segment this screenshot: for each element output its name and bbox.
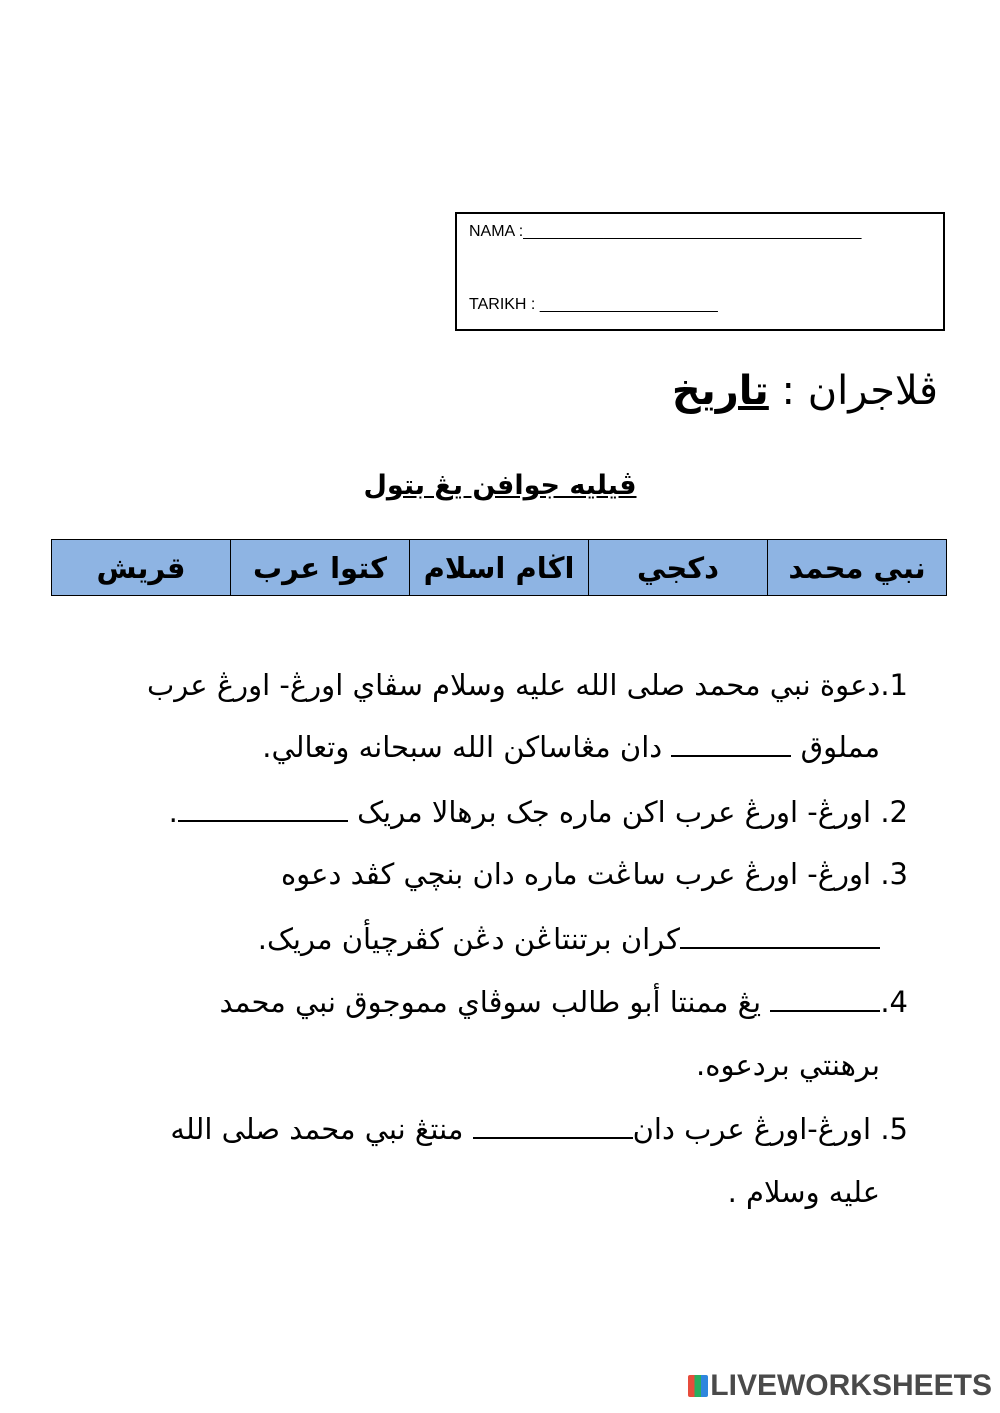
subject-title (672, 368, 938, 414)
name-field[interactable]: NAMA :______________________________________ (469, 223, 862, 240)
date-field[interactable]: TARIKH : ____________________ (469, 296, 718, 313)
question-5-line-2 (728, 1175, 880, 1209)
word-bank-item[interactable]: قريش (52, 540, 231, 596)
instruction-heading: ڤيليه جوافن يڠ بتول (363, 470, 637, 501)
subject-prefix: ڤلاجران : (768, 368, 938, 414)
word-bank-table (51, 539, 947, 596)
question-1-line-1 (147, 668, 908, 702)
answer-blank-2[interactable] (178, 819, 348, 822)
word-bank-item[interactable]: نبي محمد (768, 540, 947, 596)
question-number: 2. (880, 795, 908, 829)
answer-blank-3[interactable] (680, 946, 880, 949)
question-text: يڠ ممنتا أبو طالب سوڤاي مموجوق نبي محمد (219, 985, 771, 1019)
question-text: مملوق (800, 730, 880, 764)
question-text: دان مڠاساكن الله سبحانه وتعالي. (262, 730, 663, 764)
question-text: عليه وسلام . (727, 1175, 880, 1209)
question-text: اورڠ- اورڠ عرب ساڠت ماره دان بنچي كڤد دعوه (280, 857, 881, 891)
answer-blank-4[interactable] (770, 1009, 880, 1012)
question-text: دعوة نبي محمد صلى الله عليه وسلام سڤاي اورڠ- اورڠ عرب (147, 668, 881, 702)
question-text: اورڠ- اورڠ عرب اكن ماره جک برهالا مريک (357, 795, 881, 829)
word-bank-item[interactable]: دكجي (589, 540, 768, 596)
question-text: . (168, 795, 178, 829)
question-3-line-1 (281, 857, 908, 891)
answer-blank-5[interactable] (473, 1136, 633, 1139)
answer-blank-1[interactable] (671, 754, 791, 757)
question-number: 1. (880, 668, 908, 702)
word-bank-item[interactable]: كتوا عرب (231, 540, 410, 596)
logo-text: LIVEWORKSHEETS (710, 1369, 992, 1402)
question-text: منتڠ نبي محمد صلى الله (170, 1112, 473, 1146)
word-bank-item[interactable]: اڬام اسلام (410, 540, 589, 596)
liveworksheets-logo (688, 1369, 992, 1403)
question-text: اورڠ-اورڠ عرب دان (632, 1112, 881, 1146)
logo-icon (688, 1375, 708, 1397)
question-text: برهنتي بردعوه. (696, 1048, 880, 1082)
question-number: 5. (880, 1112, 908, 1146)
question-4-line-2 (696, 1048, 880, 1082)
question-4-line-1 (219, 985, 908, 1019)
question-1-line-2 (262, 730, 880, 764)
question-3-line-2 (258, 922, 880, 956)
subject-name: تاريخ (671, 368, 769, 414)
question-2-line-1 (169, 795, 908, 829)
question-5-line-1 (170, 1112, 908, 1146)
question-number: 3. (880, 857, 908, 891)
question-text: كران برتنتاڠن دڠن كڤرچيأن مريک. (257, 922, 680, 956)
question-number: 4. (880, 985, 908, 1019)
student-info-box (455, 212, 945, 331)
